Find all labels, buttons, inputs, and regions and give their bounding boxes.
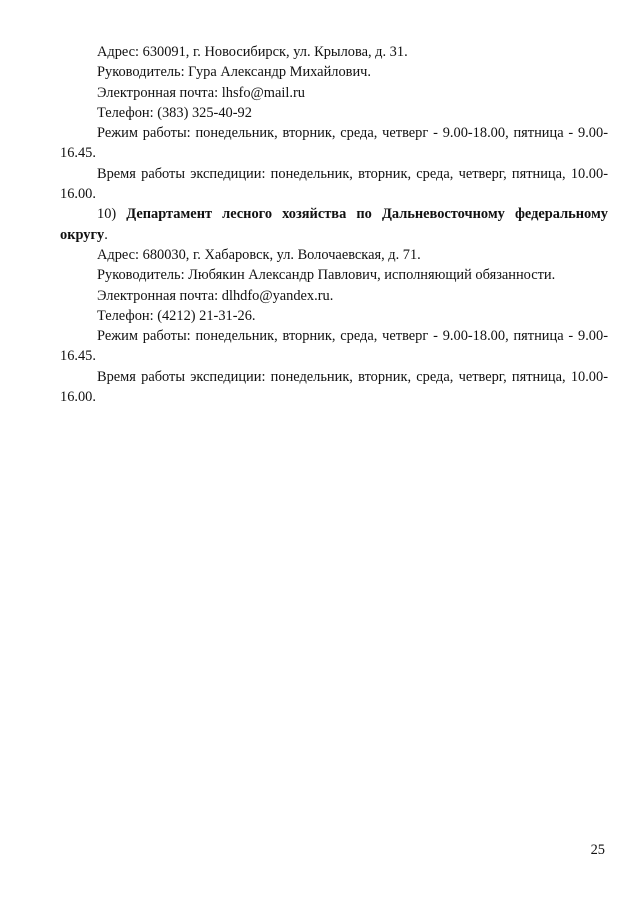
block1-address: Адрес: 630091, г. Новосибирск, ул. Крылова, д. 31. [97,44,408,60]
block2-address: Адрес: 680030, г. Хабаровск, ул. Волочаевская, д. 71. [97,246,421,263]
block2-work-hours: Режим работы: понедельник, вторник, среда, четверг - 9.00-18.00, пятница - 9.00-16.45. [60,328,608,365]
block2-phone: Телефон: (4212) 21-31-26. [97,307,256,324]
block1-work-hours: Режим работы: понедельник, вторник, среда, четверг - 9.00-18.00, пятница - 9.00-16.45. [60,125,608,162]
block1-expedition-hours: Время работы экспедиции: понедельник, вторник, среда, четверг, пятница, 10.00-16.00. [60,165,608,203]
block2-title-end: . [104,226,108,243]
block2-head: Руководитель: Любякин Александр Павлович, исполняющий обязанности. [97,267,556,284]
block2-expedition-hours: Время работы экспедиции: понедельник, вторник, среда, четверг, пятница, 10.00-16.00. [60,368,608,406]
block1-head: Руководитель: Гура Александр Михайлович. [97,64,371,81]
document-body [60,42,608,407]
block1-email: Электронная почта: lhsfo@mail.ru [97,84,305,101]
block2-number: 10) [97,206,117,223]
page-number: 25 [590,842,605,858]
block2-title: Департамент лесного хозяйства по Дальневосточному федеральному округу [60,206,608,243]
block2-email: Электронная почта: dlhdfo@yandex.ru. [97,287,334,304]
block2-heading [60,204,608,245]
block1-phone: Телефон: (383) 325-40-92 [97,104,252,121]
